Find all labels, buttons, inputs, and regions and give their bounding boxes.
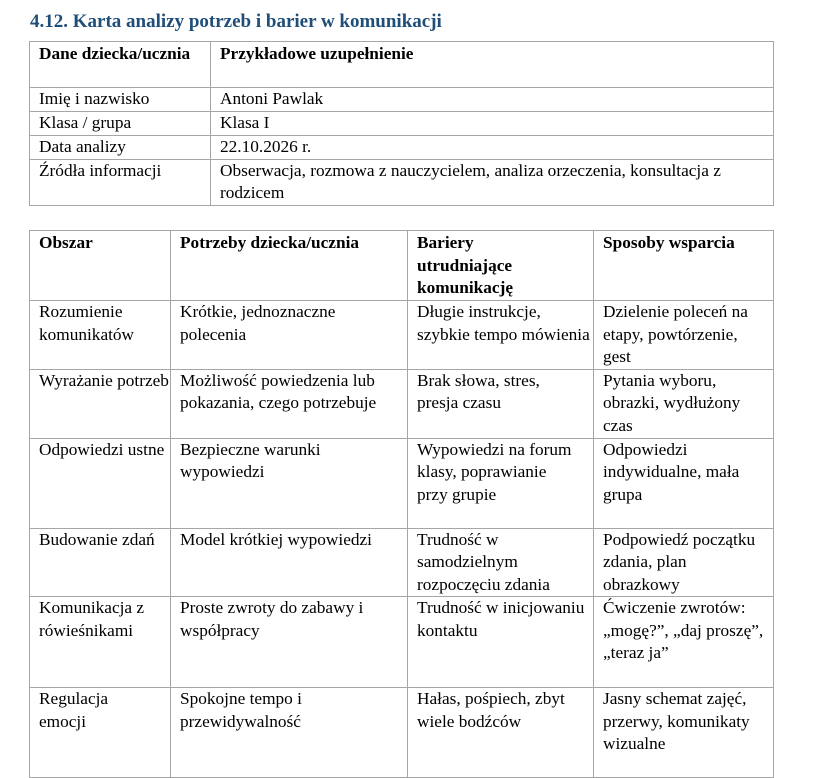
value-cell: Klasa I [211,112,774,136]
needs-barriers-table [29,230,774,778]
needs-cell: Spokojne tempo i przewidywalność [171,688,408,778]
table-row [30,159,774,205]
support-cell: Pytania wyboru, obrazki, wydłużony czas [594,369,774,438]
value-cell: Antoni Pawlak [211,88,774,112]
support-cell: Ćwiczenie zwrotów: „mogę?”, „daj proszę”, „teraz ja” [594,597,774,688]
header-cell: Sposoby wsparcia [594,231,774,301]
area-cell: Rozumienie komunikatów [30,301,171,370]
barriers-cell: Trudność w samodzielnym rozpoczęciu zdania [408,528,594,597]
barriers-cell: Brak słowa, stres, presja czasu [408,369,594,438]
needs-cell: Możliwość powiedzenia lub pokazania, czego potrzebuje [171,369,408,438]
student-info-table [29,41,774,206]
barriers-cell: Trudność w inicjowaniu kontaktu [408,597,594,688]
header-cell: Bariery utrudniające komunikację [408,231,594,301]
table-row [30,528,774,597]
support-cell: Jasny schemat zajęć, przerwy, komunikaty wizualne [594,688,774,778]
needs-cell: Krótkie, jednoznaczne polecenia [171,301,408,370]
table-header-row [30,42,774,88]
header-cell: Przykładowe uzupełnienie [211,42,774,88]
header-cell: Obszar [30,231,171,301]
barriers-cell: Hałas, pośpiech, zbyt wiele bodźców [408,688,594,778]
label-cell: Data analizy [30,135,211,159]
needs-cell: Proste zwroty do zabawy i współpracy [171,597,408,688]
section-title: 4.12. Karta analizy potrzeb i barier w komunikacji [30,11,442,32]
needs-cell: Bezpieczne warunki wypowiedzi [171,438,408,528]
table-row [30,112,774,136]
table-row [30,135,774,159]
table-row [30,88,774,112]
support-cell: Dzielenie poleceń na etapy, powtórzenie, gest [594,301,774,370]
value-cell: Obserwacja, rozmowa z nauczycielem, analiza orzeczenia, konsultacja z rodzicem [211,159,774,205]
header-cell: Dane dziecka/ucznia [30,42,211,88]
table-row [30,438,774,528]
value-cell: 22.10.2026 r. [211,135,774,159]
support-cell: Podpowiedź początku zdania, plan obrazkowy [594,528,774,597]
table-header-row [30,231,774,301]
area-cell: Odpowiedzi ustne [30,438,171,528]
table-row [30,301,774,370]
label-cell: Klasa / grupa [30,112,211,136]
support-cell: Odpowiedzi indywidualne, mała grupa [594,438,774,528]
table-row [30,688,774,778]
area-cell: Komunikacja z rówieśnikami [30,597,171,688]
label-cell: Źródła informacji [30,159,211,205]
area-cell: Regulacja emocji [30,688,171,778]
header-cell: Potrzeby dziecka/ucznia [171,231,408,301]
barriers-cell: Wypowiedzi na forum klasy, poprawianie przy grupie [408,438,594,528]
table-row [30,597,774,688]
table-row [30,369,774,438]
area-cell: Budowanie zdań [30,528,171,597]
barriers-cell: Długie instrukcje, szybkie tempo mówienia [408,301,594,370]
needs-cell: Model krótkiej wypowiedzi [171,528,408,597]
label-cell: Imię i nazwisko [30,88,211,112]
area-cell: Wyrażanie potrzeb [30,369,171,438]
